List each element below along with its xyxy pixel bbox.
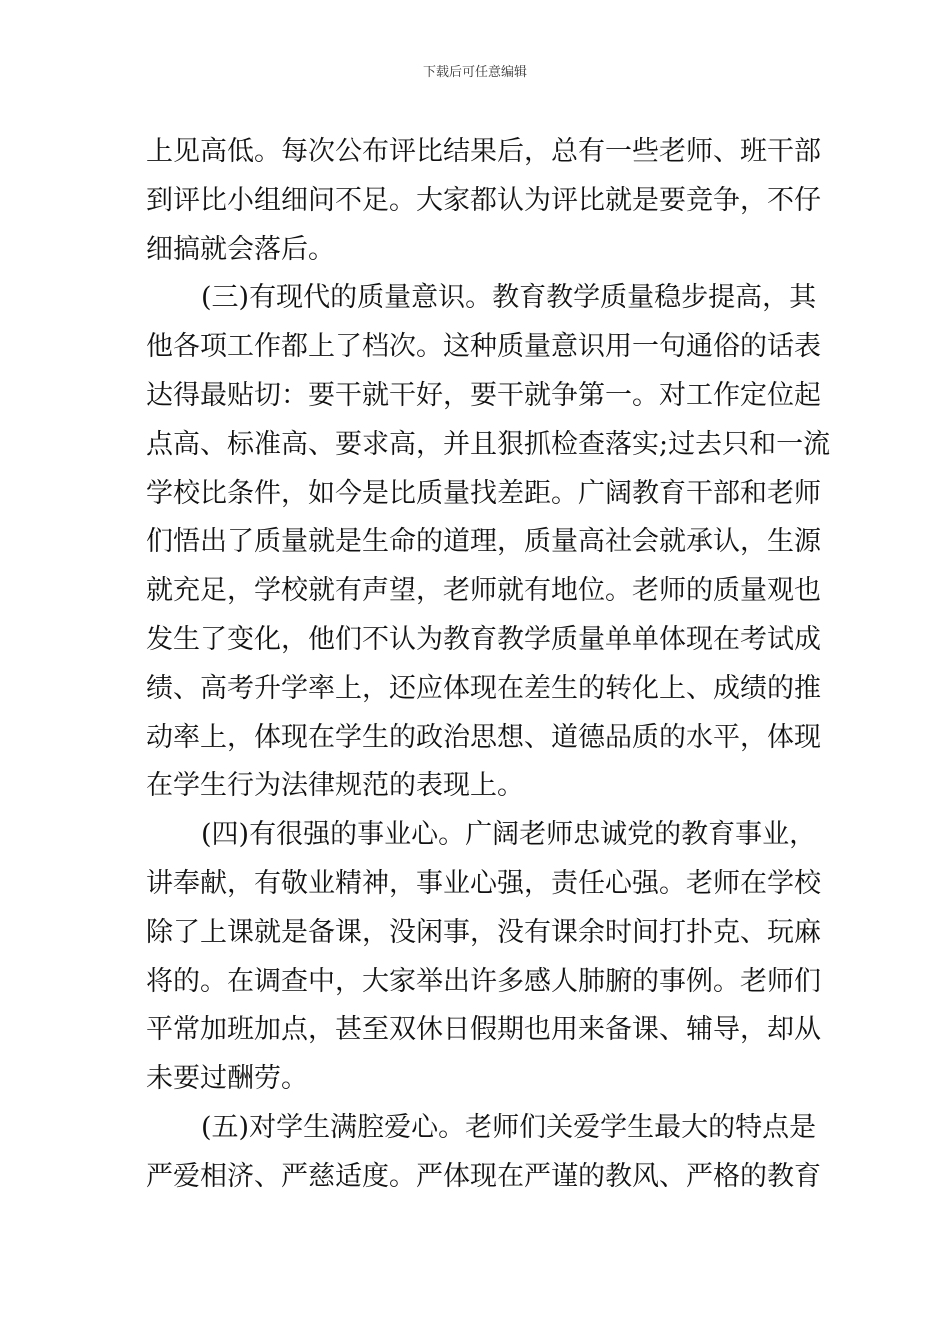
text-line: 发生了变化，他们不认为教育教学质量单单体现在考试成 xyxy=(146,623,821,655)
body-text xyxy=(146,128,831,1202)
text-line: 在学生行为法律规范的表现上。 xyxy=(146,770,524,802)
text-line: 学校比条件，如今是比质量找差距。广阔教育干部和老师 xyxy=(146,477,821,509)
text-line: (四)有很强的事业心。广阔老师忠诚党的教育事业， xyxy=(201,819,817,851)
text-line: (三)有现代的质量意识。教育教学质量稳步提高，其 xyxy=(201,282,817,314)
text-line: 绩、高考升学率上，还应体现在差生的转化上、成绩的推 xyxy=(146,672,821,704)
text-line: 上见高低。每次公布评比结果后，总有一些老师、班干部 xyxy=(146,136,821,167)
paragraph-quality-awareness xyxy=(146,274,831,811)
text-line: 平常加班加点，甚至双休日假期也用来备课、辅导，却从 xyxy=(146,1014,821,1046)
text-line: 将的。在调查中，大家举出许多感人肺腑的事例。老师们 xyxy=(146,965,821,997)
text-line: 未要过酬劳。 xyxy=(146,1063,308,1095)
text-line: 他各项工作都上了档次。这种质量意识用一句通俗的话表 xyxy=(146,331,821,363)
paragraph-dedication xyxy=(146,811,821,1104)
text-line: 到评比小组细问不足。大家都认为评比就是要竞争，不仔 xyxy=(146,184,821,216)
text-line: 们悟出了质量就是生命的道理，质量高社会就承认，生源 xyxy=(146,526,821,558)
text-line: 除了上课就是备课，没闲事，没有课余时间打扑克、玩麻 xyxy=(146,916,821,948)
text-line: 点高、标准高、要求高，并且狠抓检查落实;过去只和一流 xyxy=(146,428,831,460)
text-line: 达得最贴切：要干就干好，要干就争第一。对工作定位起 xyxy=(146,379,821,411)
text-line: 动率上，体现在学生的政治思想、道德品质的水平，体现 xyxy=(146,721,821,753)
page-header: 下载后可任意编辑 xyxy=(422,65,527,80)
text-line: 细搞就会落后。 xyxy=(146,233,335,265)
text-line: (五)对学生满腔爱心。老师们关爱学生最大的特点是 xyxy=(201,1111,817,1143)
text-line: 讲奉献，有敬业精神，事业心强，责任心强。老师在学校 xyxy=(146,867,821,899)
text-line: 就充足，学校就有声望，老师就有地位。老师的质量观也 xyxy=(146,575,821,607)
paragraph-love-for-students xyxy=(146,1104,821,1202)
text-line: 严爱相济、严慈适度。严体现在严谨的教风、严格的教育 xyxy=(146,1160,821,1192)
paragraph-continuation xyxy=(146,128,821,274)
